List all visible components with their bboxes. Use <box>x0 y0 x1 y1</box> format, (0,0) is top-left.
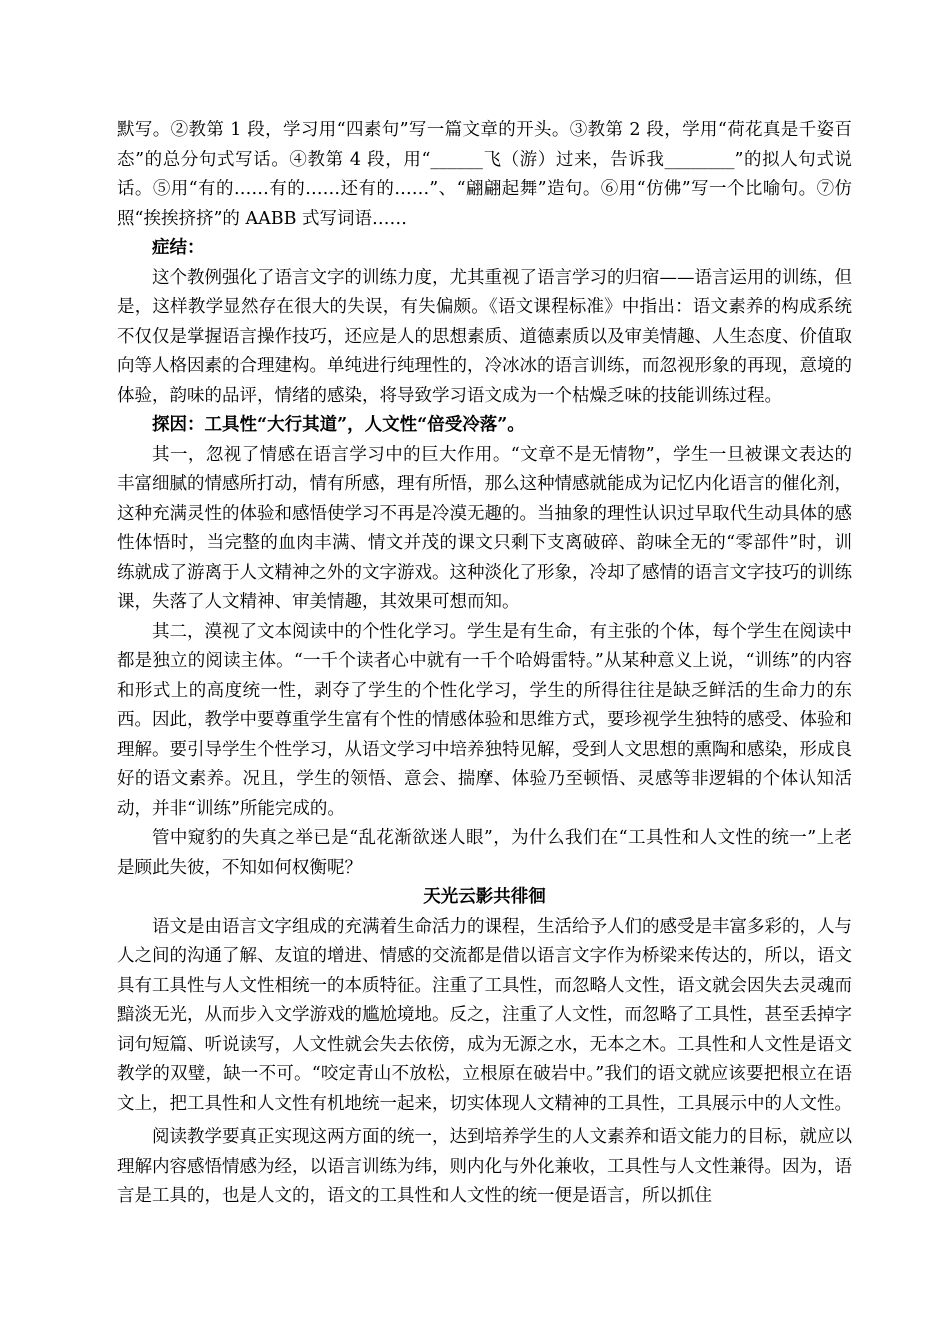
section-title: 天光云影共徘徊 <box>423 887 546 907</box>
heading-zhengjie: 症结： <box>152 238 205 258</box>
paragraph-yuwen: 语文是由语言文字组成的充满着生命活力的课程，生活给予人们的感受是丰富多彩的，人与人之间的沟通了解、友谊的增进、情感的交流都是借以语言文字作为桥梁来传达的，所以，语文具有工具性与人文性相统一的本质特征。注重了工具性，而忽略人文性，语文就会因失去灵魂而黯淡无光，从而步入文学游戏的尴尬境地。反之，注重了人文性，而忽略了工具性，甚至丢掉字词句短篇、听说读写，人文性就会失去依傍，成为无源之水，无本之木。工具性和人文性是语文教学的双璧，缺一不可。“咬定青山不放松，立根原在破岩中。”我们的语文就应该要把根立在语文上，把工具性和人文性有机地统一起来，切实体现人文精神的工具性，工具展示中的人文性。 <box>117 916 852 1114</box>
heading-tanyin: 探因：工具性“大行其道”，人文性“倍受冷落”。 <box>152 415 525 435</box>
paragraph-guanzhong: 管中窥豹的失真之举已是“乱花渐欲迷人眼”，为什么我们在“工具性和人文性的统一”上老是顾此失彼，不知如何权衡呢？ <box>117 828 852 878</box>
document-page <box>117 116 852 1212</box>
paragraph-qier: 其二，漠视了文本阅读中的个性化学习。学生是有生命，有主张的个体，每个学生在阅读中都是独立的阅读主体。“一千个读者心中就有一千个哈姆雷特。”从某种意义上说，“训练”的内容和形式上的高度统一性，剥夺了学生的个性化学习，学生的所得往往是缺乏鲜活的生命力的东西。因此，教学中要尊重学生富有个性的情感体验和思维方式，要珍视学生独特的感受、体验和理解。要引导学生个性学习，从语文学习中培养独特见解，受到人文思想的熏陶和感染，形成良好的语文素养。况且，学生的领悟、意会、揣摩、体验乃至顿悟、灵感等非逻辑的个体认知活动，并非“训练”所能完成的。 <box>117 621 852 819</box>
paragraph-qiyi: 其一，忽视了情感在语言学习中的巨大作用。“文章不是无情物”，学生一旦被课文表达的丰富细腻的情感所打动，情有所感，理有所悟，那么这种情感就能成为记忆内化语言的催化剂，这种充满灵性的体验和感悟使学习不再是冷漠无趣的。当抽象的理性认识过早取代生动具体的感性体悟时，当完整的血肉丰满、情文并茂的课文只剩下支离破碎、韵味全无的“零部件”时，训练就成了游离于人文精神之外的文字游戏。这种淡化了形象，冷却了感情的语言文字技巧的训练课，失落了人文精神、审美情趣，其效果可想而知。 <box>117 444 852 612</box>
paragraph-zhengjie: 这个教例强化了语言文字的训练力度，尤其重视了语言学习的归宿——语言运用的训练，但是，这样教学显然存在很大的失误，有失偏颇。《语文课程标准》中指出：语文素养的构成系统不仅仅是掌握语言操作技巧，还应是人的思想素质、道德素质以及审美情趣、人生态度、价值取向等人格因素的合理建构。单纯进行纯理性的，冷冰冰的语言训练，而忽视形象的再现，意境的体验，韵味的品评，情绪的感染，将导致学习语文成为一个枯燥乏味的技能训练过程。 <box>117 267 852 406</box>
paragraph-intro: 默写。②教第 1 段，学习用“四素句”写一篇文章的开头。③教第 2 段，学用“荷花真是千姿百态”的总分句式写话。④教第 4 段，用“______飞（游）过来，告诉我________”的拟人句式说话。⑤用“有的……有的……还有的……”、“翩翩起舞”造句。⑥用“仿佛”写一个比喻句。⑦仿照“挨挨挤挤”的 AABB 式写词语…… <box>117 120 852 229</box>
paragraph-yuedu: 阅读教学要真正实现这两方面的统一，达到培养学生的人文素养和语文能力的目标，就应以理解内容感悟情感为经，以语言训练为纬，则内化与外化兼收，工具性与人文性兼得。因为，语言是工具的，也是人文的，语文的工具性和人文性的统一便是语言，所以抓住 <box>117 1127 852 1206</box>
